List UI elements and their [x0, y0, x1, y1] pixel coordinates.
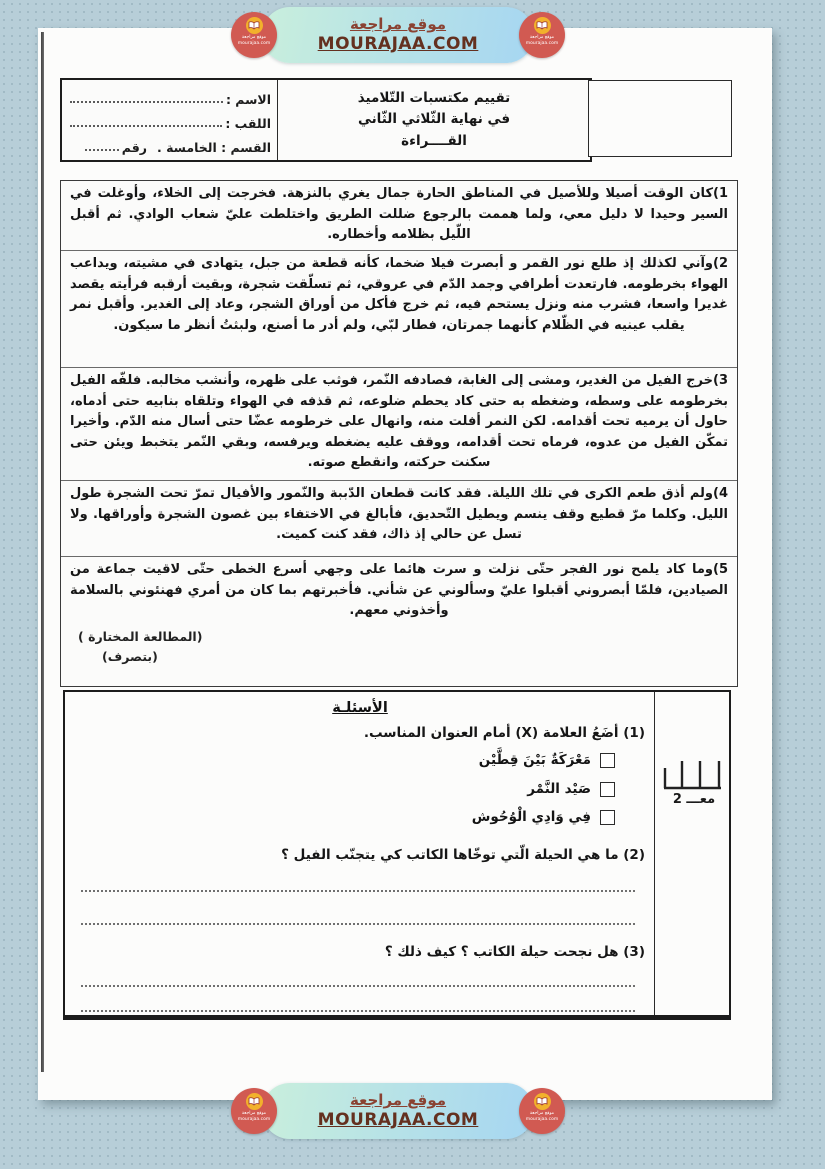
title-option-row-2 [527, 781, 615, 797]
passage-paragraph-2 [61, 251, 737, 368]
logo-caption [238, 35, 270, 47]
surname-input-line[interactable] [70, 125, 222, 127]
site-logo [231, 12, 277, 58]
name-field-row [68, 87, 271, 107]
logo-caption-ar: موقع مراجعة [241, 1111, 267, 1116]
questions-area [65, 692, 655, 1015]
option-3-checkbox[interactable] [600, 810, 615, 825]
logo-caption [526, 1111, 558, 1123]
name-input-line[interactable] [70, 101, 223, 103]
answer-line[interactable] [81, 923, 635, 925]
option-3-label: فِي وَادِي الْوُحُوش [471, 809, 591, 825]
site-name-arabic[interactable]: موقع مراجعة [349, 1091, 447, 1110]
passage-paragraph-5 [61, 557, 737, 685]
logo-caption [526, 35, 558, 47]
title-option-row-1 [479, 752, 615, 768]
exam-title-cell [278, 80, 590, 160]
number-input-line[interactable] [85, 149, 119, 151]
option-1-checkbox[interactable] [600, 753, 615, 768]
answer-line[interactable] [81, 890, 635, 892]
paragraph-5-text: 5)وما كاد يلمح نور الفجر حتّى نزلت و سرت هائما على وجهي أسرع الخطى حتّى لاقيت جماعة من الصيادين، فلمّا أبصروني أقبلوا عليّ وسألوني عن شأني. فأخبرتهم بما كان من أمري فهنئوني بالسلامة وأخذوني معهم. [70, 562, 728, 619]
site-name-arabic[interactable]: موقع مراجعة [349, 15, 447, 34]
score-column [654, 692, 729, 1015]
passage-paragraph-4 [61, 481, 737, 557]
site-link-pill[interactable] [262, 7, 534, 63]
option-1-label: مَعْرَكَةٌ بَيْنَ قِطَّيْن [478, 752, 591, 768]
exam-title-line2: في نهاية الثّلاثي الثّاني [357, 111, 511, 128]
student-info-table [60, 78, 592, 162]
answer-line[interactable] [81, 1010, 635, 1012]
paragraph-2-text: 2)وآني لكذلك إذ طلع نور القمر و أبصرت فيلا ضخما، كأنه قطعة من جبل، يتهادى في مشيته، ويداعب الهواء بخرطومه. فارتعدت أطرافي وجمد الدّم في عروقي، ثم تسلّقت شجرة، وبقيت أرقبه فرأيته يقصد غديرا واسعا، فشرب منه ونزل يستحم فيه، ثم خرج فأكل من أوراق الشجر، وعاد إلى الغدير. وأقبل نمر يقلب عينيه في الظّلام كأنهما جمرتان، فطار لبّي، ولم أدر ما أصنع، ولبثتُ أنظر ما سيكون. [70, 256, 728, 333]
site-banner-bottom [231, 1082, 565, 1140]
logo-caption-ar: موقع مراجعة [241, 35, 267, 40]
stamp-box [588, 80, 732, 157]
site-logo [231, 1088, 277, 1134]
option-2-checkbox[interactable] [600, 782, 615, 797]
paragraph-1-text: 1)كان الوقت أصيلا وللأصيل في المناطق الحارة جمال يغري بالنزهة. فخرجت إلى الخلاء، وأوغلت في السير وحيدا لا دليل معي، ولما هممت بالرجوع ضللت الطريق واختلطت عليّ شعاب الوادي. ثم أقبل اللّيل بظلامه وأخطاره. [70, 186, 728, 243]
question-2: (2) ما هي الحيلة الّتي توخّاها الكاتب كي يتجنّب الفيل ؟ [281, 847, 645, 863]
site-domain[interactable]: MOURAJAA.COM [317, 1110, 479, 1131]
book-icon [534, 17, 551, 34]
book-icon [246, 1093, 263, 1110]
paragraph-3-text: 3)خرج الفيل من الغدير، ومشى إلى الغابة، فصادفه النّمر، فوثب على ظهره، وأنشب مخالبه. فلفّه الفيل بخرطومه على وسطه، وضغطه به حتى كاد يحطم ضلوعه، ثم قذفه في الهواء وتلقاه بنابيه حتى أدماه، حاول أن يرميه تحت أقدامه. لكن النمر أفلت منه، وانهال على خرطومه عضّا حتى أسال منه الدّم. وأخيرا تمكّن الفيل من عدوه، فرماه تحت أقدامه، ووقف عليه يضغطه ويرفسه، وبقي النّمر يتخبط ويئن حتى سكنت حركته، وانقطع صوته. [70, 373, 728, 471]
logo-caption-en: mourajaa.com [525, 40, 559, 46]
site-logo [519, 1088, 565, 1134]
questions-section-title: الأسئلـة [332, 700, 388, 716]
logo-caption-en: mourajaa.com [525, 1116, 559, 1122]
reading-passage [60, 180, 738, 687]
question-1: (1) أضَعُ العلامة (X) أمام العنوان المناسب. [363, 725, 645, 741]
passage-paragraph-3 [61, 368, 737, 481]
paragraph-4-text: 4)ولم أذق طعم الكرى في تلك الليلة. فقد كانت قطعان الدّببة والنّمور والأفيال تمرّ تحت الشجرة طول الليل. وكلما مرّ قطيع وقف ينسم ويطيل التّحديق، فأبالغ في الاختفاء بين غصون الشجرة وأوراقها. ولا تسل عن حالي إذ ذاك، فقد كنت كميت. [70, 486, 728, 543]
surname-field-row [68, 111, 271, 131]
number-label: رقم [121, 140, 147, 155]
logo-caption-en: mourajaa.com [237, 40, 271, 46]
site-domain[interactable]: MOURAJAA.COM [317, 34, 479, 55]
scan-artifact-line [41, 32, 44, 1072]
title-option-row-3 [472, 809, 615, 825]
logo-caption-en: mourajaa.com [237, 1116, 271, 1122]
book-icon [246, 17, 263, 34]
surname-label: اللقب : [225, 116, 271, 131]
book-icon [534, 1093, 551, 1110]
question-3: (3) هل نجحت حيلة الكاتب ؟ كيف ذلك ؟ [384, 944, 645, 960]
score-grid-marks [663, 758, 723, 792]
questions-box [63, 690, 731, 1020]
passage-source-note: (بتصرف) [102, 649, 158, 665]
passage-source: (المطالعة المختارة ) [78, 628, 203, 644]
option-2-label: صَيْد النَّمْر [527, 781, 591, 797]
criterion-score-label: معـــ 2 [672, 792, 716, 807]
scanned-exam-sheet [38, 28, 772, 1100]
site-banner-top [231, 6, 565, 64]
answer-line[interactable] [81, 985, 635, 987]
site-logo [519, 12, 565, 58]
logo-caption [238, 1111, 270, 1123]
class-label: القسم : الخامسة . [156, 140, 271, 155]
name-label: الاسم : [225, 92, 271, 107]
logo-caption-ar: موقع مراجعة [529, 35, 555, 40]
class-field-row [68, 135, 271, 155]
student-fields-cell [62, 80, 278, 160]
passage-paragraph-1 [61, 181, 737, 251]
exam-subject: القــــراءة [401, 132, 467, 149]
logo-caption-ar: موقع مراجعة [529, 1111, 555, 1116]
site-link-pill[interactable] [262, 1083, 534, 1139]
exam-title-line1: تقييم مكتسبات التّلاميذ [357, 89, 511, 106]
